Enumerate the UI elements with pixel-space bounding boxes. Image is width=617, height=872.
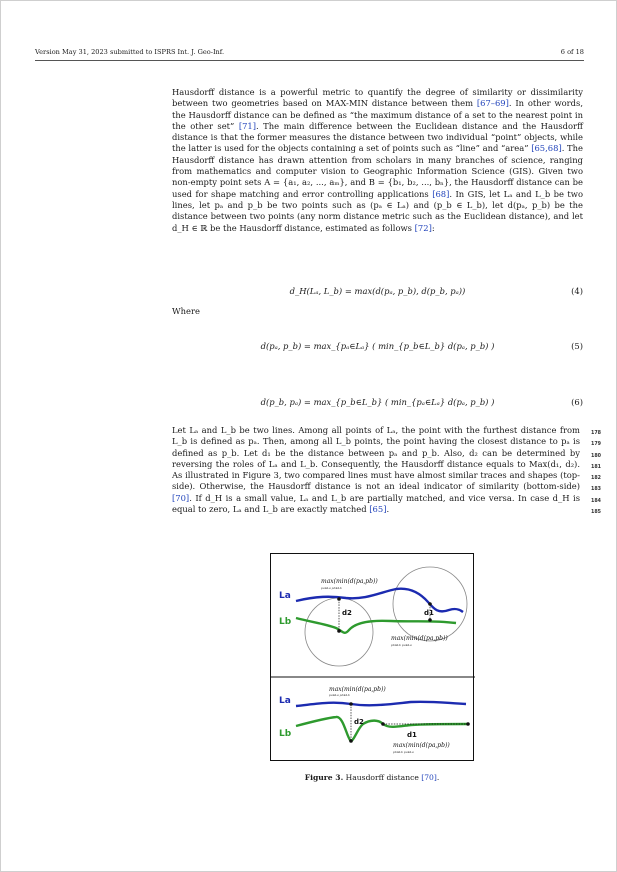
point-pa-top bbox=[337, 629, 341, 633]
point-pa2-top bbox=[428, 602, 432, 606]
point-pa2-bottom bbox=[381, 722, 385, 726]
citation-link[interactable]: [65,68] bbox=[531, 143, 562, 154]
where-label: Where bbox=[172, 306, 200, 316]
point-pb2-top bbox=[428, 618, 432, 622]
citation-link[interactable]: [70] bbox=[421, 773, 437, 782]
line-number: 178 bbox=[591, 431, 602, 436]
hausdorff-diagram-svg bbox=[271, 554, 475, 762]
citation-link[interactable]: [72] bbox=[414, 222, 432, 233]
equation-4 bbox=[172, 286, 583, 314]
formula-bottom-b: max(min(d(pa,pb)) bbox=[393, 742, 450, 749]
text-segment: . If d_H is a small value, Lₐ and L_b are partially matched, and vice versa. In case d_H is equal to zero, Lₐ and L_b are exactly matched bbox=[172, 492, 580, 515]
equation-body: d(pₐ, p_b) = max_{pₐ∈Lₐ} ( min_{p_b∈L_b} d(pₐ, p_b) ) bbox=[260, 341, 495, 351]
line-b-bottom bbox=[296, 717, 468, 741]
formula-top-b-sub: pb∈Lb pa∈La bbox=[391, 643, 412, 647]
label-lb-bottom: Lb bbox=[279, 729, 292, 739]
text-segment: . The main difference between the Euclidean distance and the Hausdorff distance is that the former measures the distance between two individual “point” objects, while the latter is used for the objects containing a set of points such as “line” and “area” bbox=[172, 120, 583, 154]
formula-bottom-b-sub: pb∈Lb pa∈La bbox=[393, 750, 414, 754]
equation-number: (6) bbox=[571, 397, 583, 407]
label-la-top: La bbox=[279, 591, 291, 601]
equation-number: (5) bbox=[571, 341, 583, 351]
formula-bottom-a: max(min(d(pa,pb)) bbox=[329, 686, 386, 693]
citation-link[interactable]: [70] bbox=[172, 492, 190, 503]
point-pb2-bottom bbox=[466, 722, 470, 726]
label-d2-top: d2 bbox=[342, 609, 352, 617]
equation-number: (4) bbox=[571, 286, 583, 296]
line-number: 183 bbox=[591, 487, 602, 493]
line-a-bottom bbox=[296, 702, 466, 706]
citation-link[interactable]: [68] bbox=[432, 188, 450, 199]
line-number: 182 bbox=[591, 476, 602, 482]
caption-end: . bbox=[436, 773, 440, 782]
text-segment: . The Hausdorff distance has drawn attention from scholars in many branches of science, ranging from mathematics and computer vision to Geographic Information Science (GIS). Given two non-empty point sets A = {a₁, a₂, ..., aₘ}, and B = {b₁, b₂, ..., bₙ}, the Hausdorff distance can be used for shape matching and error controlling applications bbox=[172, 143, 583, 199]
formula-top-b: max(min(d(pa,pb)) bbox=[391, 635, 448, 642]
paragraph-hausdorff-explanation bbox=[172, 425, 580, 515]
label-lb-top: Lb bbox=[279, 617, 292, 627]
line-number: 181 bbox=[591, 464, 602, 470]
point-pa-bottom bbox=[349, 739, 353, 743]
formula-top-a: max(min(d(pa,pb)) bbox=[321, 578, 378, 585]
label-d1-top: d1 bbox=[424, 609, 434, 617]
line-number: 179 bbox=[591, 442, 602, 448]
line-b-top bbox=[296, 618, 456, 633]
citation-link[interactable]: [67–69] bbox=[476, 98, 509, 109]
text-segment: : bbox=[431, 222, 435, 233]
text-segment: . In GIS, let Lₐ and L_b be two lines, let pₐ and p_b be two points such as (pₐ ∈ Lₐ) and (p_b ∈ L_b), let d(pₐ, p_b) be the distance between two points (any norm distance metric such as the Euclidean distance), and let d_H ∈ ℝ be the Hausdorff distance, estimated as follows bbox=[172, 188, 583, 233]
equation-body: d(p_b, pₐ) = max_{p_b∈L_b} ( min_{pₐ∈Lₐ} d(pₐ, p_b) ) bbox=[260, 397, 495, 407]
header-left: Version May 31, 2023 submitted to ISPRS Int. J. Geo-Inf. bbox=[35, 48, 225, 56]
line-numbers bbox=[591, 428, 601, 518]
text-segment: . bbox=[386, 504, 390, 515]
line-a-top bbox=[296, 589, 463, 612]
header-rule bbox=[35, 60, 584, 61]
label-d1-bottom: d1 bbox=[407, 731, 417, 739]
text-segment: Let Lₐ and L_b be two lines. Among all points of Lₐ, the point with the furthest distance from L_b is defined as pₐ. Then, among all L_b points, the point having the closest distance to pₐ is defined as p_b. Let d₁ be the distance between pₐ and p_b. Also, d₂ can be determined by reversing the roles of Lₐ and L_b. Consequently, the Hausdorff distance equals to Max(d₁, d₂). As illustrated in Figure 3, two compared lines must have almost similar traces and shapes (top-side). Otherwise, the Hausdorff distance is not an ideal indicator of similarity (bottom-side) bbox=[172, 425, 580, 492]
equation-6 bbox=[172, 391, 583, 419]
text-segment: . In other words, the Hausdorff distance can be defined as “the maximum distance of a set to the nearest point in the other set” bbox=[172, 98, 583, 131]
equation-body: d_H(Lₐ, L_b) = max(d(pₐ, p_b), d(p_b, pₐ)) bbox=[289, 286, 466, 296]
figure-3-hausdorff-diagram bbox=[270, 553, 474, 761]
formula-top-a-sub: pa∈La pb∈Lb bbox=[321, 586, 342, 590]
point-pb-bottom bbox=[349, 702, 353, 706]
label-la-bottom: La bbox=[279, 696, 291, 706]
caption-label: Figure 3. bbox=[304, 773, 344, 782]
label-d2-bottom: d2 bbox=[354, 718, 364, 726]
caption-text: Hausdorff distance bbox=[343, 773, 422, 782]
running-header bbox=[35, 48, 584, 56]
equation-5 bbox=[172, 335, 583, 363]
paragraph-hausdorff-intro bbox=[172, 87, 583, 234]
figure-caption bbox=[270, 773, 474, 782]
page-number: 6 of 18 bbox=[560, 48, 584, 56]
citation-link[interactable]: [65] bbox=[369, 504, 387, 515]
citation-link[interactable]: [71] bbox=[238, 120, 257, 131]
formula-bottom-a-sub: pa∈La pb∈Lb bbox=[329, 693, 350, 697]
line-number: 185 bbox=[591, 510, 602, 516]
text-segment: Hausdorff distance is a powerful metric to quantify the degree of similarity or dissimilarity between two geometries based on MAX-MIN distance between them bbox=[172, 87, 583, 109]
point-pb-top bbox=[337, 597, 341, 601]
line-number: 180 bbox=[591, 453, 602, 459]
line-number: 184 bbox=[591, 498, 602, 504]
